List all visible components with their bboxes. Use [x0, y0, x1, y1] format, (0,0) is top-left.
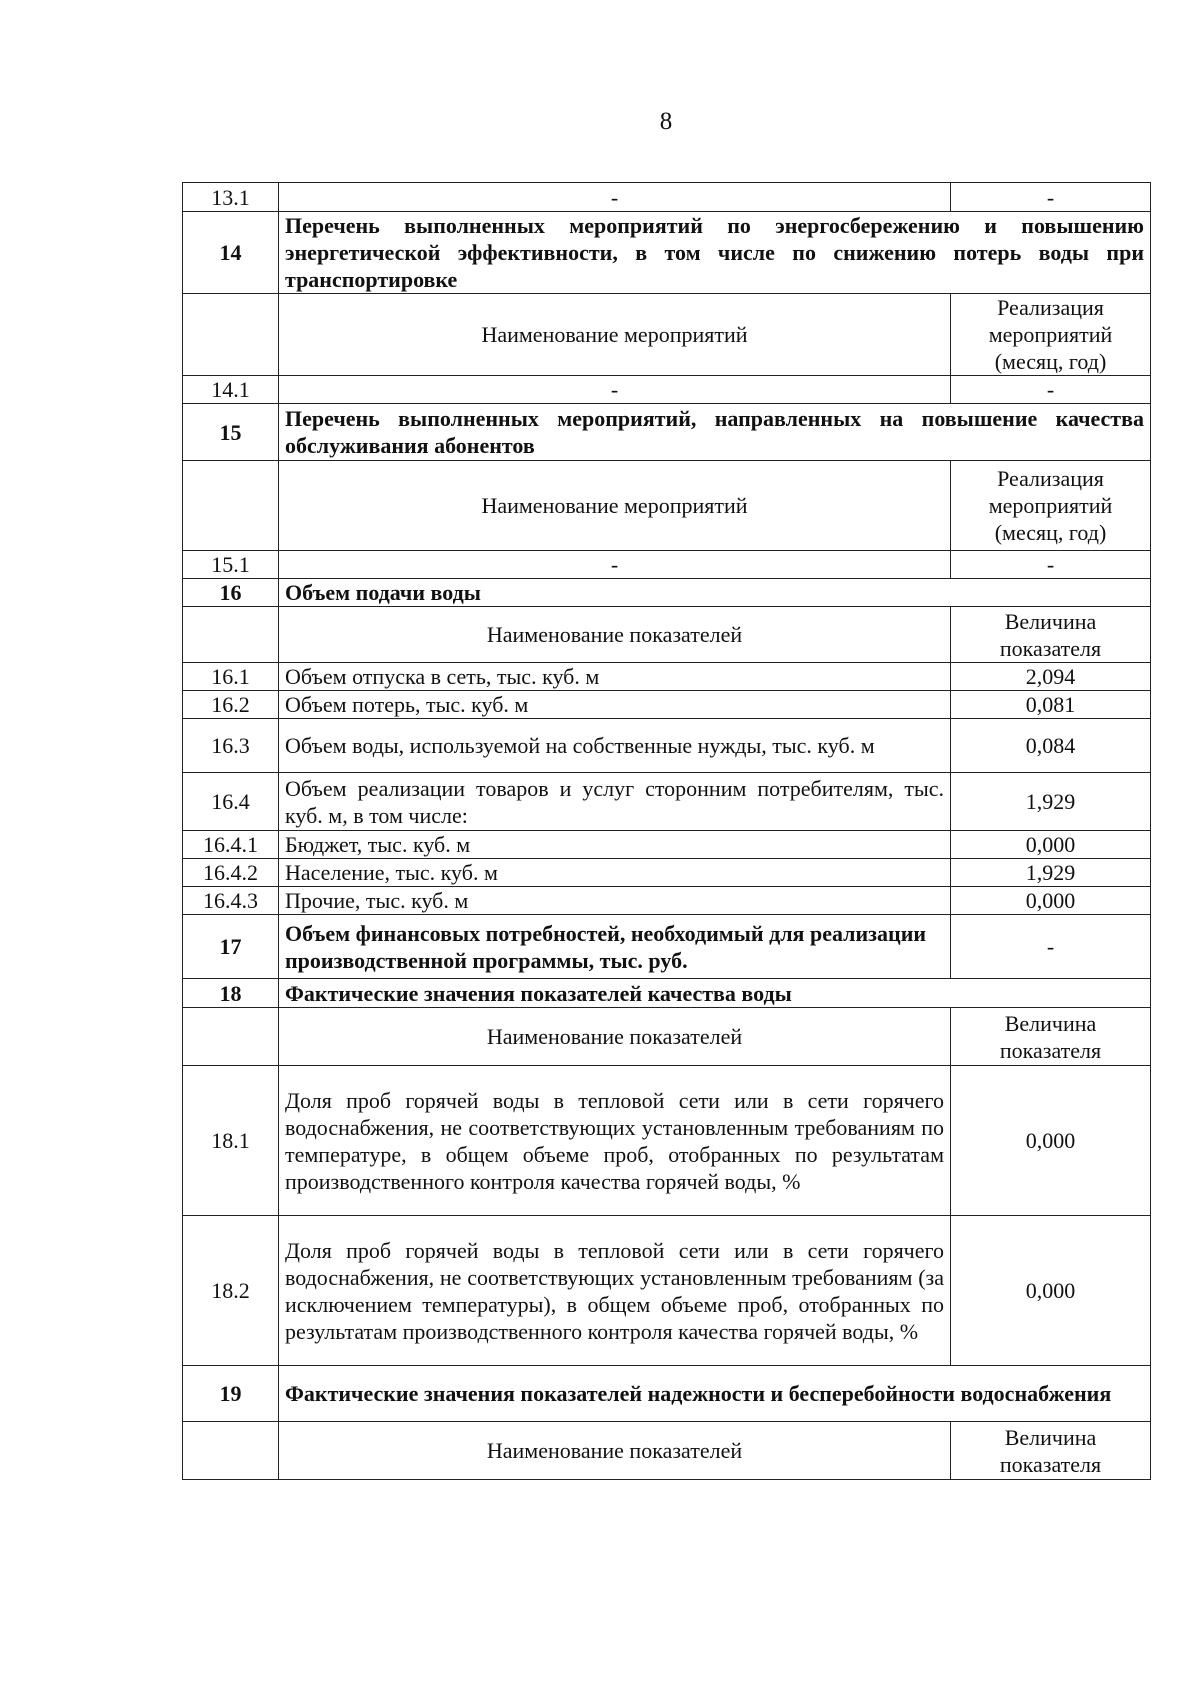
header-row: [183, 1008, 1151, 1066]
column-header-name: Наименование показателей: [279, 607, 951, 663]
row-value: -: [951, 183, 1151, 212]
table-row: [183, 183, 1151, 212]
row-name: Объем реализации товаров и услуг сторонним потребителям, тыс. куб. м, в том числе:: [279, 773, 951, 831]
row-name: Прочие, тыс. куб. м: [279, 887, 951, 915]
table-row: [183, 691, 1151, 719]
section-row: [183, 915, 1151, 979]
section-title: Фактические значения показателей надежности и бесперебойности водоснабжения: [279, 1366, 1151, 1422]
section-title: Фактические значения показателей качества воды: [279, 979, 1151, 1008]
section-row: [183, 579, 1151, 607]
page-number: 8: [659, 108, 673, 135]
section-number: 14: [183, 212, 279, 294]
row-value: 0,000: [951, 831, 1151, 859]
row-value: 0,000: [951, 1066, 1151, 1216]
empty-cell: [183, 607, 279, 663]
table-row: [183, 859, 1151, 887]
empty-cell: [183, 461, 279, 551]
section-row: [183, 1366, 1151, 1422]
row-number: 15.1: [183, 551, 279, 579]
row-name: -: [279, 551, 951, 579]
program-table: [182, 182, 1151, 1480]
table-row: [183, 719, 1151, 773]
header-row: [183, 461, 1151, 551]
row-value: -: [951, 376, 1151, 404]
section-title: Перечень выполненных мероприятий по энергосбережению и повышению энергетической эффективности, в том числе по снижению потерь воды при транспортировке: [279, 212, 1151, 294]
header-row: [183, 1422, 1151, 1480]
column-header-value: Величина показателя: [951, 1008, 1151, 1066]
row-name: Доля проб горячей воды в тепловой сети или в сети горячего водоснабжения, не соответствующих установленным требованиям (за исключением температуры), в общем объеме проб, отобранных по результатам производственного контроля качества горячей воды, %: [279, 1216, 951, 1366]
table-row: [183, 1066, 1151, 1216]
table-row: [183, 1216, 1151, 1366]
row-value: 0,000: [951, 887, 1151, 915]
row-value: -: [951, 915, 1151, 979]
header-row: [183, 294, 1151, 376]
row-value: 0,084: [951, 719, 1151, 773]
row-number: 14.1: [183, 376, 279, 404]
row-name: Объем воды, используемой на собственные нужды, тыс. куб. м: [279, 719, 951, 773]
row-number: 18.2: [183, 1216, 279, 1366]
section-number: 15: [183, 404, 279, 461]
column-header-name: Наименование мероприятий: [279, 461, 951, 551]
empty-cell: [183, 1422, 279, 1480]
section-number: 16: [183, 579, 279, 607]
table-row: [183, 663, 1151, 691]
table-row: [183, 831, 1151, 859]
row-number: 16.1: [183, 663, 279, 691]
row-name: Объем отпуска в сеть, тыс. куб. м: [279, 663, 951, 691]
row-value: 0,081: [951, 691, 1151, 719]
section-row: [183, 212, 1151, 294]
header-row: [183, 607, 1151, 663]
section-number: 17: [183, 915, 279, 979]
row-number: 16.4.1: [183, 831, 279, 859]
row-value: 1,929: [951, 859, 1151, 887]
row-value: 0,000: [951, 1216, 1151, 1366]
row-name: -: [279, 376, 951, 404]
section-title: Объем финансовых потребностей, необходимый для реализации производственной программы, тыс. руб.: [279, 915, 951, 979]
row-number: 16.4: [183, 773, 279, 831]
row-value: 1,929: [951, 773, 1151, 831]
column-header-value: Величина показателя: [951, 1422, 1151, 1480]
row-number: 16.2: [183, 691, 279, 719]
section-title: Объем подачи воды: [279, 579, 1151, 607]
column-header-name: Наименование мероприятий: [279, 294, 951, 376]
column-header-value: Величина показателя: [951, 607, 1151, 663]
row-number: 16.4.2: [183, 859, 279, 887]
column-header-value: Реализация мероприятий (месяц, год): [951, 461, 1151, 551]
section-number: 19: [183, 1366, 279, 1422]
table-row: [183, 773, 1151, 831]
section-number: 18: [183, 979, 279, 1008]
row-name: Бюджет, тыс. куб. м: [279, 831, 951, 859]
row-name: -: [279, 183, 951, 212]
row-name: Доля проб горячей воды в тепловой сети или в сети горячего водоснабжения, не соответствующих установленным требованиям по температуре, в общем объеме проб, отобранных по результатам производственного контроля качества горячей воды, %: [279, 1066, 951, 1216]
table-row: [183, 551, 1151, 579]
table-row: [183, 376, 1151, 404]
row-number: 13.1: [183, 183, 279, 212]
column-header-name: Наименование показателей: [279, 1422, 951, 1480]
row-number: 18.1: [183, 1066, 279, 1216]
column-header-name: Наименование показателей: [279, 1008, 951, 1066]
section-row: [183, 404, 1151, 461]
section-row: [183, 979, 1151, 1008]
column-header-value: Реализация мероприятий (месяц, год): [951, 294, 1151, 376]
empty-cell: [183, 294, 279, 376]
section-title: Перечень выполненных мероприятий, направленных на повышение качества обслуживания абонентов: [279, 404, 1151, 461]
table-row: [183, 887, 1151, 915]
row-value: -: [951, 551, 1151, 579]
empty-cell: [183, 1008, 279, 1066]
row-number: 16.3: [183, 719, 279, 773]
row-number: 16.4.3: [183, 887, 279, 915]
row-name: Объем потерь, тыс. куб. м: [279, 691, 951, 719]
row-name: Население, тыс. куб. м: [279, 859, 951, 887]
row-value: 2,094: [951, 663, 1151, 691]
